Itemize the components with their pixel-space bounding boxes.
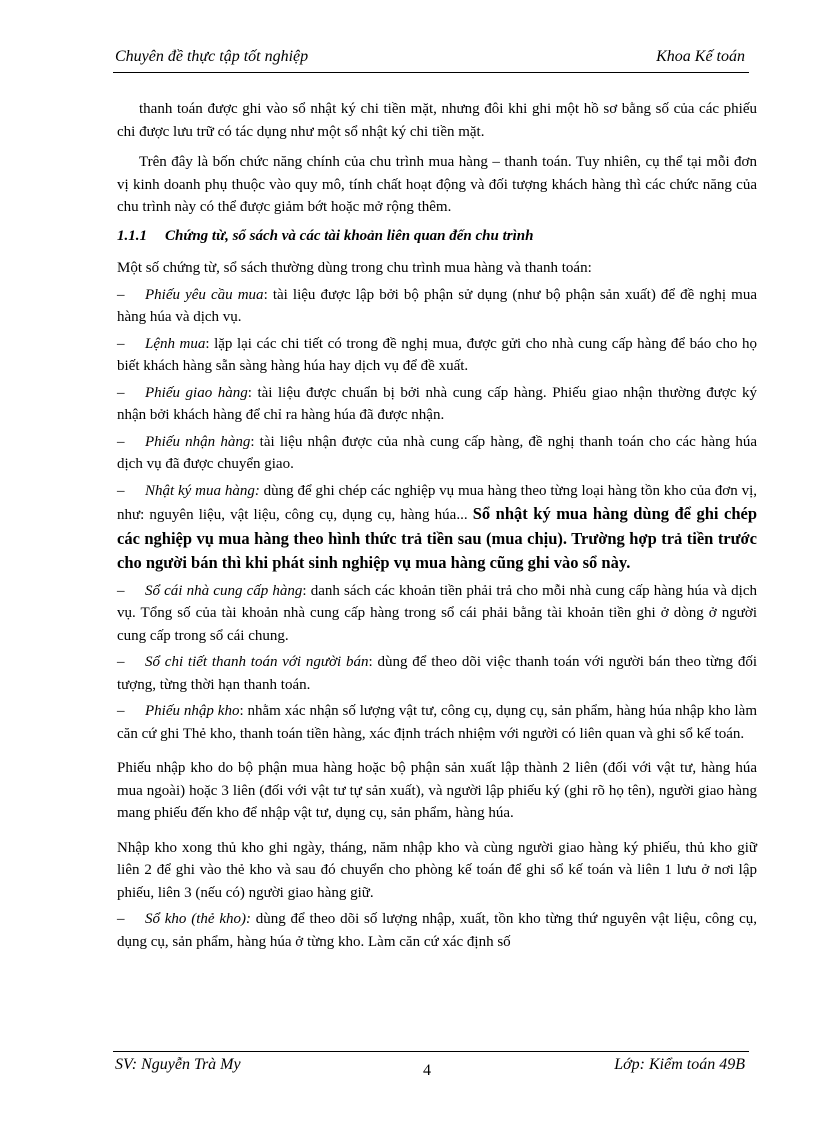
page-body <box>117 98 757 953</box>
list-item-text: : dùng để theo dõi việc thanh toán với người bán theo từng đối tượng, từng thời hạn thanh toán. <box>117 654 757 693</box>
list-item <box>117 480 757 576</box>
section-title: Chứng từ, sổ sách và các tài khoản liên quan đến chu trình <box>165 227 534 244</box>
list-item-term: Nhật ký mua hàng: <box>145 482 260 499</box>
list-item-emphasis: Sổ nhật ký mua hàng dùng để ghi chép các nghiệp vụ mua hàng theo hình thức trả tiền sau (mua chịu). Trường hợp trả tiền trước cho người bán thì khi phát sinh nghiệp vụ mua hàng cũng ghi vào sổ này. <box>117 504 758 572</box>
list-item-text: : tài liệu được lập bởi bộ phận sử dụng (như bộ phận sản xuất) để đề nghị mua hàng húa và dịch vụ. <box>117 286 757 325</box>
list-item-term: Sổ chi tiết thanh toán với người bán <box>145 654 369 670</box>
paragraph-summary: Trên đây là bốn chức năng chính của chu trình mua hàng – thanh toán. Tuy nhiên, cụ thể tại mỗi đơn vị kinh doanh phụ thuộc vào quy mô, tính chất hoạt động và đối tượng khách hàng thì các chức năng của chu trình này có thể được giảm bớt hoặc mở rộng thêm. <box>117 154 757 215</box>
dash-bullet: – <box>117 286 125 303</box>
dash-bullet: – <box>117 703 125 719</box>
dash-bullet: – <box>117 433 125 450</box>
list-item-term: Lệnh mua <box>145 335 206 352</box>
list-item-text: : tài liệu được chuẩn bị bởi nhà cung cấp hàng. Phiếu giao nhận thường được ký nhận bởi khách hàng để chỉ ra hàng húa đã được nhận. <box>117 384 758 423</box>
paragraph-continuation: thanh toán được ghi vào sổ nhật ký chi tiền mặt, nhưng đôi khi ghi một hồ sơ bằng số của các phiếu chi được lưu trữ có tác dụng như một sổ nhật ký chi tiền mặt. <box>117 101 757 140</box>
list-item-text: dùng để ghi chép các nghiệp vụ mua hàng theo từng loại hàng tồn kho của đơn vị, như: nguyên liệu, vật liệu, công cụ, dụng cụ, hàng húa... <box>117 482 757 523</box>
header-document-title: Chuyên đề thực tập tốt nghiệp <box>115 48 309 65</box>
page-number: 4 <box>423 1062 431 1079</box>
dash-bullet: – <box>117 582 125 599</box>
paragraph-receipt-process: Phiếu nhập kho do bộ phận mua hàng hoặc bộ phận sản xuất lập thành 2 liên (đối với vật tư, hàng húa mua ngoài) hoặc 3 liên (đối với vật tư tự sản xuất), và người lập phiếu ký (ghi rõ họ tên), người giao hàng mang phiếu đến kho để nhập vật tư, dụng cụ, sản phẩm, hàng húa. <box>117 760 757 821</box>
list-item-text: : lặp lại các chi tiết có trong đề nghị mua, được gửi cho nhà cung cấp hàng để báo cho họ biết khách hàng sẵn sàng hàng húa hay dịch vụ để đề xuất. <box>117 335 757 374</box>
paragraph-warehouse-process: Nhập kho xong thủ kho ghi ngày, tháng, năm nhập kho và cùng người giao hàng ký phiếu, thủ kho giữ liên 2 để ghi vào thẻ kho và sau đó chuyển cho phòng kế toán để ghi sổ kế toán và liên 1 lưu ở nơi lập phiếu, liên 3 (nếu có) người giao hàng giữ. <box>117 839 757 901</box>
page-header <box>113 48 749 73</box>
dash-bullet: – <box>117 654 125 670</box>
list-item <box>117 700 757 745</box>
list-item-term: Sổ kho (thẻ kho): <box>145 911 251 927</box>
list-item <box>117 431 757 476</box>
list-item <box>117 908 757 953</box>
list-item <box>117 651 757 696</box>
list-item <box>117 382 757 427</box>
header-department: Khoa Kế toán <box>656 48 745 65</box>
list-item-term: Phiếu yêu cầu mua <box>145 286 264 303</box>
list-item-text: dùng để theo dõi số lượng nhập, xuất, tồn kho từng thứ nguyên vật liệu, công cụ, dụng cụ, sản phẩm, hàng húa ở từng kho. Làm căn cứ xác định số <box>117 911 757 950</box>
list-item <box>117 580 757 648</box>
footer-class: Lớp: Kiểm toán 49B <box>614 1056 745 1073</box>
list-item-term: Sổ cái nhà cung cấp hàng <box>145 582 303 599</box>
list-item-text: : nhằm xác nhận số lượng vật tư, công cụ, dụng cụ, sản phẩm, hàng húa nhập kho làm căn cứ ghi Thẻ kho, thanh toán tiền hàng, xác định trách nhiệm với người có liên quan và ghi sổ kế toán. <box>117 703 757 742</box>
section-heading <box>117 225 757 248</box>
page-footer <box>113 1051 749 1082</box>
list-item-text: : danh sách các khoản tiền phải trả cho mỗi nhà cung cấp hàng húa và dịch vụ. Tổng số của tài khoản nhà cung cấp hàng trong sổ cái phải bằng tài khoản tiền ghi ở dòng ở người cung cấp trong sổ cái chung. <box>117 582 758 644</box>
list-intro: Một số chứng từ, sổ sách thường dùng trong chu trình mua hàng và thanh toán: <box>117 260 592 276</box>
dash-bullet: – <box>117 482 125 499</box>
dash-bullet: – <box>117 911 125 927</box>
footer-student-name: SV: Nguyễn Trà My <box>115 1056 241 1073</box>
list-item <box>117 284 757 329</box>
list-item <box>117 333 757 378</box>
list-item-term: Phiếu nhận hàng <box>145 433 251 450</box>
list-item-term: Phiếu giao hàng <box>145 384 248 401</box>
dash-bullet: – <box>117 335 125 352</box>
section-number: 1.1.1 <box>117 227 147 244</box>
list-item-term: Phiếu nhập kho <box>145 703 240 719</box>
list-item-text: : tài liệu nhận được của nhà cung cấp hàng, đề nghị thanh toán cho các hàng húa dịch vụ đã được chuyển giao. <box>117 433 757 472</box>
dash-bullet: – <box>117 384 125 401</box>
